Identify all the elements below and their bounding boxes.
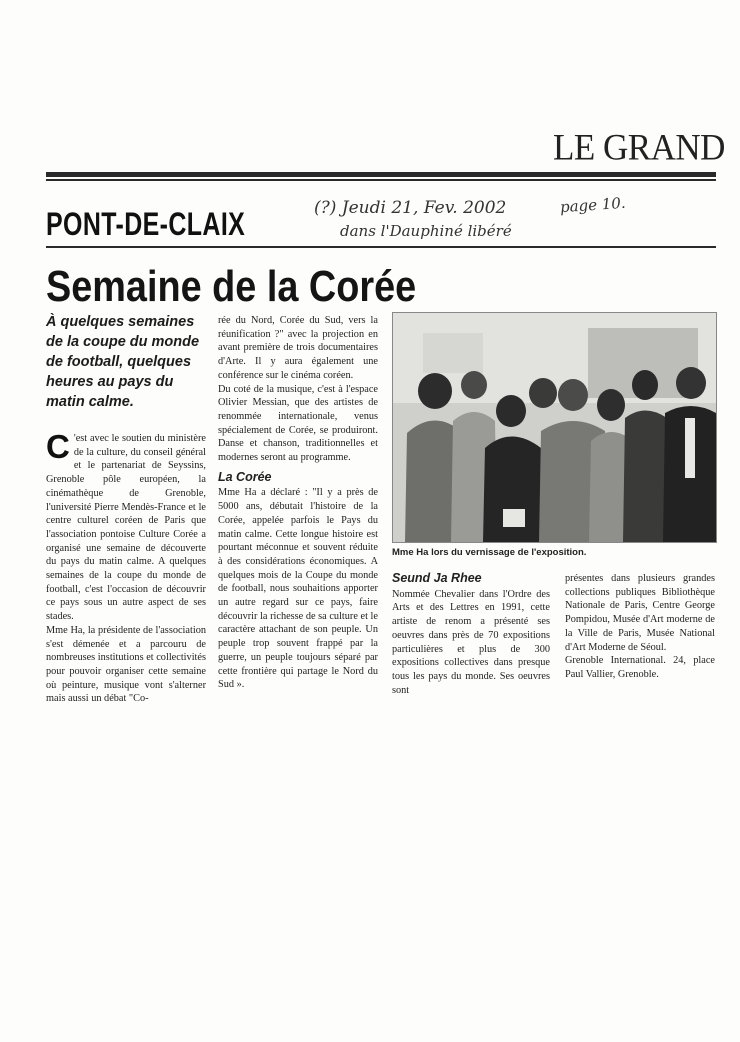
column-2-paragraph-1: rée du Nord, Corée du Sud, vers la réunification ?" avec la projection en avant première de trois documentaires d'Arte. Il y aura également une conférence sur le cinéma coréen.	[218, 315, 378, 381]
article-column-3	[392, 572, 550, 697]
headline: Semaine de la Corée	[46, 262, 417, 311]
masthead-rule-thin	[46, 179, 716, 181]
section-title: PONT-DE-CLAIX	[46, 206, 246, 242]
handwritten-source: dans l'Dauphiné libéré	[340, 222, 512, 240]
masthead: LE GRAND	[553, 127, 725, 168]
article-column-1	[46, 428, 206, 706]
article-column-4	[565, 572, 715, 682]
photo-illustration	[393, 313, 716, 542]
exhibition-photo	[392, 312, 717, 543]
column-2-paragraph-3: Mme Ha a déclaré : "Il y a près de 5000 ans, débutait l'histoire de la Corée, appelée parfois le Pays du matin calme. Cette longue histoire est pourtant méconnue et souvent réduite à des considérations économiques. A quelques mois de la Coupe du monde de football, nous souhaitions apporter un autre regard sur ce pays, faire découvrir la richesse de sa culture et le caractère attachant de son peuple. Un peuple trop souvent frappé par la guerre, un peuple toujours séparé par cette frontière qui partage le Nord du Sud ».	[218, 487, 378, 691]
drop-cap: C	[46, 428, 70, 465]
subhead-seund-ja-rhee: Seund Ja Rhee	[392, 571, 482, 585]
subhead-la-coree: La Corée	[218, 469, 272, 484]
column-1-paragraph-1: 'est avec le soutien du ministère de la culture, du conseil général et le partenariat de Seyssins, Grenoble pôle européen, la cinémathèque de Grenoble, l'université Pierre Mendès-France et le centre culturel coréen de Paris que l'association pontoise Culture Corée a organisé une semaine de découverte du pays du matin calme. A quelques semaines de la coupe du monde de football, c'est l'occasion de découvrir ce pays sous un autre aspect de ses stades.	[46, 433, 206, 623]
photo-caption: Mme Ha lors du vernissage de l'exposition.	[392, 547, 587, 558]
column-2-paragraph-2: Du coté de la musique, c'est à l'espace Olivier Messian, que des artistes de renommée internationale, venus spécialement de Corée, se produiront. Danse et chanson, traditionnelles et modernes seront au programme.	[218, 383, 378, 464]
column-4-paragraph-2: Grenoble International. 24, place Paul Vallier, Grenoble.	[565, 655, 715, 680]
column-1-paragraph-2: Mme Ha, la présidente de l'association s'est démenée et a parcouru de nombreuses institutions et collectivités pour pouvoir organiser cette semaine où peinture, musique vont s'alterner mais aussi un débat "Co-	[46, 624, 206, 705]
article-column-2	[218, 314, 378, 692]
column-4-paragraph-1: présentes dans plusieurs grandes collections publiques Bibliothèque Nationale de Paris, Centre George Pompidou, Musée d'Art moderne de la Ville de Paris, Musée National d'Art Moderne de Séoul.	[565, 573, 715, 653]
handwritten-date: (?) Jeudi 21, Fev. 2002	[314, 198, 507, 218]
column-3-paragraph-1: Nommée Chevalier dans l'Ordre des Arts et des Lettres en 1991, cette artiste de renom a présenté ses oeuvres dans près de 70 expositions particulières et plus de 300 expositions collectives dans presque tous les pays du monde. Ses oeuvres sont	[392, 588, 550, 696]
section-rule	[46, 246, 716, 248]
lead-paragraph: À quelques semaines de la coupe du monde de football, quelques heures au pays du matin calme.	[46, 314, 200, 410]
handwritten-page: page 10.	[559, 193, 627, 217]
masthead-rule	[46, 172, 716, 177]
